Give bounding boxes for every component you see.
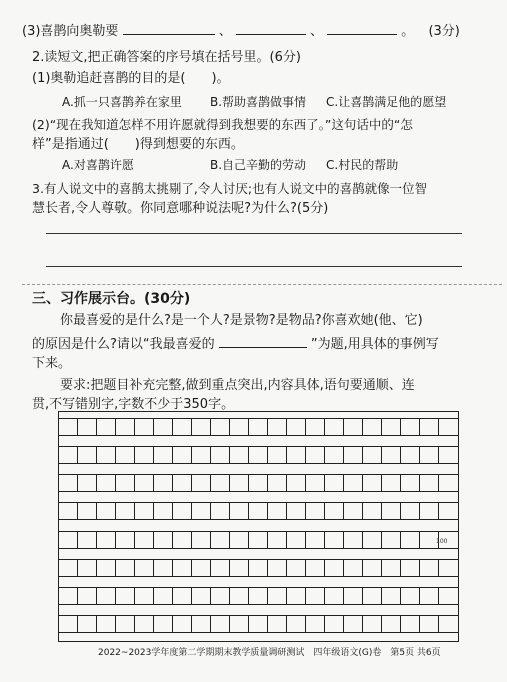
grid-cell[interactable] xyxy=(116,588,135,604)
grid-cell[interactable] xyxy=(306,616,325,632)
grid-row[interactable] xyxy=(59,531,458,549)
grid-cell[interactable] xyxy=(97,532,116,548)
grid-cell[interactable] xyxy=(420,503,439,519)
grid-cell[interactable] xyxy=(382,560,401,576)
grid-cell[interactable] xyxy=(382,588,401,604)
grid-cell[interactable] xyxy=(401,588,420,604)
grid-cell[interactable] xyxy=(249,475,268,491)
grid-cell[interactable] xyxy=(420,475,439,491)
grid-cell[interactable] xyxy=(401,560,420,576)
grid-cell[interactable] xyxy=(249,616,268,632)
part3-para1-line3: 下来。 xyxy=(32,356,72,371)
grid-cell[interactable] xyxy=(135,532,154,548)
grid-cell[interactable] xyxy=(211,588,230,604)
grid-cell[interactable] xyxy=(249,560,268,576)
grid-cell[interactable] xyxy=(78,532,97,548)
grid-cell[interactable] xyxy=(363,588,382,604)
grid-row[interactable] xyxy=(59,418,458,436)
q3-sep-2: 、 xyxy=(310,24,324,39)
section-divider xyxy=(22,284,502,285)
grid-cell[interactable] xyxy=(268,503,287,519)
grid-cell[interactable] xyxy=(344,503,363,519)
grid-cell[interactable] xyxy=(154,588,173,604)
grid-cell[interactable] xyxy=(268,616,287,632)
grid-cell[interactable] xyxy=(287,560,306,576)
grid-cell[interactable] xyxy=(230,560,249,576)
grid-cell[interactable] xyxy=(192,503,211,519)
grid-cell[interactable] xyxy=(325,419,344,435)
grid-cell[interactable] xyxy=(97,447,116,463)
grid-cell[interactable] xyxy=(97,560,116,576)
grid-cell[interactable] xyxy=(211,503,230,519)
answer-line-1[interactable] xyxy=(46,233,462,234)
grid-cell[interactable] xyxy=(135,475,154,491)
grid-cell[interactable] xyxy=(344,560,363,576)
grid-cell[interactable] xyxy=(268,532,287,548)
grid-cell[interactable] xyxy=(116,503,135,519)
grid-cell[interactable] xyxy=(268,419,287,435)
grid-cell[interactable] xyxy=(211,447,230,463)
q2-sub2-line2: 样”是指通过( )得到想要的东西。 xyxy=(32,137,244,152)
part3-para1-line2-a: 的原因是什么?请以“我最喜爱的 xyxy=(32,337,215,352)
q3-score: (3分) xyxy=(428,24,460,39)
grid-cell[interactable] xyxy=(249,532,268,548)
grid-cell[interactable] xyxy=(173,419,192,435)
q3-blank-1[interactable] xyxy=(123,22,215,35)
grid-cell[interactable] xyxy=(154,560,173,576)
q3-section-line1: 3.有人说文中的喜鹊太挑剔了,令人讨厌;也有人说文中的喜鹊就像一位智 xyxy=(32,181,428,196)
grid-cell[interactable] xyxy=(363,503,382,519)
grid-cell[interactable] xyxy=(363,532,382,548)
part3-title: 三、习作展示台。(30分) xyxy=(32,291,191,307)
grid-cell[interactable] xyxy=(173,560,192,576)
grid-row[interactable] xyxy=(59,615,458,633)
grid-cell[interactable] xyxy=(230,588,249,604)
grid-cell[interactable] xyxy=(268,447,287,463)
grid-cell[interactable] xyxy=(439,419,458,435)
grid-cell[interactable] xyxy=(439,616,458,632)
grid-cell[interactable] xyxy=(420,560,439,576)
grid-cell[interactable] xyxy=(382,503,401,519)
grid-cell[interactable] xyxy=(135,560,154,576)
grid-cell[interactable] xyxy=(401,419,420,435)
q2-sub1-option-b[interactable]: B.帮助喜鹊做事情 xyxy=(210,95,307,109)
q3-section-line2: 慧长者,令人尊敬。你同意哪种说法呢?为什么?(5分) xyxy=(32,201,329,216)
grid-cell[interactable] xyxy=(439,475,458,491)
grid-cell[interactable] xyxy=(363,475,382,491)
grid-cell[interactable] xyxy=(192,588,211,604)
grid-cell[interactable] xyxy=(420,419,439,435)
grid-cell[interactable] xyxy=(382,447,401,463)
grid-cell[interactable] xyxy=(249,419,268,435)
grid-cell[interactable] xyxy=(363,560,382,576)
grid-cell[interactable] xyxy=(439,447,458,463)
grid-cell[interactable] xyxy=(344,616,363,632)
grid-cell[interactable] xyxy=(78,419,97,435)
grid-row[interactable] xyxy=(59,559,458,577)
grid-cell[interactable] xyxy=(249,588,268,604)
grid-cell[interactable] xyxy=(344,447,363,463)
grid-cell[interactable] xyxy=(59,588,78,604)
grid-cell[interactable] xyxy=(287,475,306,491)
part3-para1-line2 xyxy=(32,335,439,353)
grid-cell[interactable] xyxy=(116,419,135,435)
grid-cell[interactable] xyxy=(382,532,401,548)
grid-cell[interactable] xyxy=(325,588,344,604)
q3-sep-1: 、 xyxy=(218,24,232,39)
grid-cell[interactable] xyxy=(420,588,439,604)
grid-cell[interactable] xyxy=(268,588,287,604)
grid-cell[interactable] xyxy=(173,447,192,463)
grid-cell[interactable] xyxy=(249,503,268,519)
q2-sub2-line1: (2)“现在我知道怎样不用许愿就得到我想要的东西了。”这句话中的“怎 xyxy=(32,117,413,132)
grid-row[interactable] xyxy=(59,474,458,492)
q3-fill-line xyxy=(22,22,460,40)
q2-title: 2.读短文,把正确答案的序号填在括号里。(6分) xyxy=(32,50,301,65)
grid-cell[interactable] xyxy=(97,588,116,604)
grid-cell[interactable] xyxy=(116,532,135,548)
q3-blank-2[interactable] xyxy=(236,22,306,35)
grid-cell[interactable] xyxy=(97,616,116,632)
grid-cell[interactable] xyxy=(211,475,230,491)
q2-sub1-option-a[interactable]: A.抓一只喜鹊养在家里 xyxy=(62,95,182,109)
q3-blank-3[interactable] xyxy=(327,22,397,35)
grid-cell[interactable] xyxy=(173,532,192,548)
grid-cell[interactable] xyxy=(135,419,154,435)
q2-sub2-option-a[interactable]: A.对喜鹊许愿 xyxy=(62,158,134,172)
grid-cell[interactable] xyxy=(154,475,173,491)
grid-cell[interactable] xyxy=(97,503,116,519)
grid-cell[interactable] xyxy=(363,447,382,463)
grid-cell[interactable] xyxy=(135,588,154,604)
grid-cell[interactable] xyxy=(192,560,211,576)
grid-cell[interactable] xyxy=(192,616,211,632)
page-footer: 2022~2023学年度第二学期期末教学质量调研测试 四年级语文(G)卷 第5页 共6页 xyxy=(98,648,441,658)
grid-cell[interactable] xyxy=(78,588,97,604)
grid-cell[interactable] xyxy=(344,419,363,435)
grid-cell[interactable] xyxy=(363,616,382,632)
grid-cell[interactable] xyxy=(59,503,78,519)
grid-cell[interactable] xyxy=(59,616,78,632)
grid-cell[interactable] xyxy=(59,475,78,491)
grid-cell[interactable] xyxy=(211,419,230,435)
grid-cell[interactable] xyxy=(135,447,154,463)
q3-end: 。 xyxy=(401,24,415,39)
grid-cell[interactable] xyxy=(78,503,97,519)
grid-cell[interactable] xyxy=(173,588,192,604)
grid-cell[interactable] xyxy=(420,616,439,632)
grid-cell[interactable] xyxy=(211,560,230,576)
grid-cell[interactable] xyxy=(382,419,401,435)
grid-cell[interactable] xyxy=(59,419,78,435)
grid-cell[interactable] xyxy=(401,475,420,491)
grid-cell[interactable] xyxy=(230,475,249,491)
q2-sub2-option-c[interactable]: C.村民的帮助 xyxy=(326,158,399,172)
grid-cell[interactable] xyxy=(192,419,211,435)
grid-cell[interactable] xyxy=(173,503,192,519)
grid-cell[interactable] xyxy=(401,532,420,548)
grid-cell[interactable] xyxy=(382,616,401,632)
writing-grid[interactable] xyxy=(58,411,459,642)
grid-cell[interactable] xyxy=(306,503,325,519)
answer-line-2[interactable] xyxy=(46,266,462,267)
grid-cell[interactable] xyxy=(154,419,173,435)
grid-cell[interactable] xyxy=(230,532,249,548)
grid-cell[interactable] xyxy=(116,475,135,491)
grid-cell[interactable] xyxy=(325,447,344,463)
grid-cell[interactable] xyxy=(230,419,249,435)
grid-cell[interactable] xyxy=(59,560,78,576)
grid-cell[interactable] xyxy=(211,532,230,548)
grid-cell[interactable] xyxy=(154,447,173,463)
grid-cell[interactable] xyxy=(439,503,458,519)
grid-cell[interactable] xyxy=(420,447,439,463)
grid-cell[interactable] xyxy=(192,532,211,548)
grid-cell[interactable] xyxy=(154,503,173,519)
grid-cell[interactable] xyxy=(135,616,154,632)
grid-cell[interactable] xyxy=(192,447,211,463)
grid-cell[interactable] xyxy=(78,447,97,463)
grid-cell[interactable] xyxy=(78,616,97,632)
grid-cell[interactable] xyxy=(363,419,382,435)
grid-cell[interactable] xyxy=(249,447,268,463)
grid-cell[interactable] xyxy=(306,419,325,435)
grid-cell[interactable] xyxy=(173,616,192,632)
grid-cell[interactable] xyxy=(230,616,249,632)
grid-cell[interactable] xyxy=(116,447,135,463)
grid-cell[interactable] xyxy=(306,447,325,463)
grid-cell[interactable] xyxy=(344,588,363,604)
grid-cell[interactable] xyxy=(306,532,325,548)
grid-cell[interactable] xyxy=(401,616,420,632)
q2-sub1-option-c[interactable]: C.让喜鹊满足他的愿望 xyxy=(326,95,447,109)
q2-sub2-option-b[interactable]: B.自己辛勤的劳动 xyxy=(210,158,307,172)
q2-sub1-text: (1)奥勒追赶喜鹊的目的是( )。 xyxy=(32,71,230,86)
grid-cell[interactable] xyxy=(59,447,78,463)
grid-cell[interactable] xyxy=(306,560,325,576)
grid-cell[interactable] xyxy=(287,616,306,632)
grid-cell[interactable] xyxy=(439,560,458,576)
grid-cell[interactable] xyxy=(344,475,363,491)
grid-cell[interactable] xyxy=(325,532,344,548)
grid-cell[interactable] xyxy=(78,560,97,576)
grid-cell[interactable] xyxy=(287,419,306,435)
grid-cell[interactable] xyxy=(287,588,306,604)
grid-row[interactable] xyxy=(59,587,458,605)
grid-cell[interactable] xyxy=(97,419,116,435)
grid-cell[interactable] xyxy=(306,475,325,491)
grid-cell[interactable] xyxy=(230,447,249,463)
part3-req-line2: 贯,不写错别字,字数不少于350字。 xyxy=(32,397,235,412)
grid-cell[interactable] xyxy=(325,475,344,491)
grid-cell[interactable] xyxy=(325,503,344,519)
q3-label: (3)喜鹊向奥勒要 xyxy=(22,24,119,39)
part3-para1-line1: 你最喜爱的是什么?是一个人?是景物?是物品?你喜欢她(他、它) xyxy=(60,313,423,328)
grid-cell[interactable] xyxy=(154,532,173,548)
grid-cell[interactable] xyxy=(59,532,78,548)
grid-cell[interactable] xyxy=(78,475,97,491)
part3-para1-line2-b: ”为题,用具体的事例写 xyxy=(310,337,439,352)
grid-cell[interactable] xyxy=(116,560,135,576)
grid-cell[interactable] xyxy=(268,475,287,491)
grid-cell[interactable] xyxy=(154,616,173,632)
grid-cell[interactable] xyxy=(382,475,401,491)
part3-req-line1: 要求:把题目补充完整,做到重点突出,内容具体,语句要通顺、连 xyxy=(60,378,415,393)
grid-cell[interactable] xyxy=(401,503,420,519)
grid-cell[interactable] xyxy=(401,447,420,463)
grid-cell[interactable] xyxy=(230,503,249,519)
grid-cell[interactable] xyxy=(135,503,154,519)
grid-cell[interactable] xyxy=(287,503,306,519)
grid-cell[interactable] xyxy=(325,616,344,632)
grid-cell[interactable] xyxy=(116,616,135,632)
grid-cell[interactable] xyxy=(344,532,363,548)
grid-cell[interactable] xyxy=(287,532,306,548)
title-blank[interactable] xyxy=(219,335,307,348)
grid-cell[interactable] xyxy=(211,616,230,632)
grid-row[interactable] xyxy=(59,502,458,520)
grid-cell[interactable] xyxy=(268,560,287,576)
grid-row[interactable] xyxy=(59,446,458,464)
grid-cell[interactable] xyxy=(97,475,116,491)
grid-cell[interactable] xyxy=(287,447,306,463)
grid-cell[interactable] xyxy=(173,475,192,491)
grid-cell[interactable] xyxy=(306,588,325,604)
grid-cell[interactable] xyxy=(439,588,458,604)
grid-cell[interactable] xyxy=(325,560,344,576)
grid-marker-100: 100 xyxy=(436,538,448,545)
grid-cell[interactable] xyxy=(192,475,211,491)
